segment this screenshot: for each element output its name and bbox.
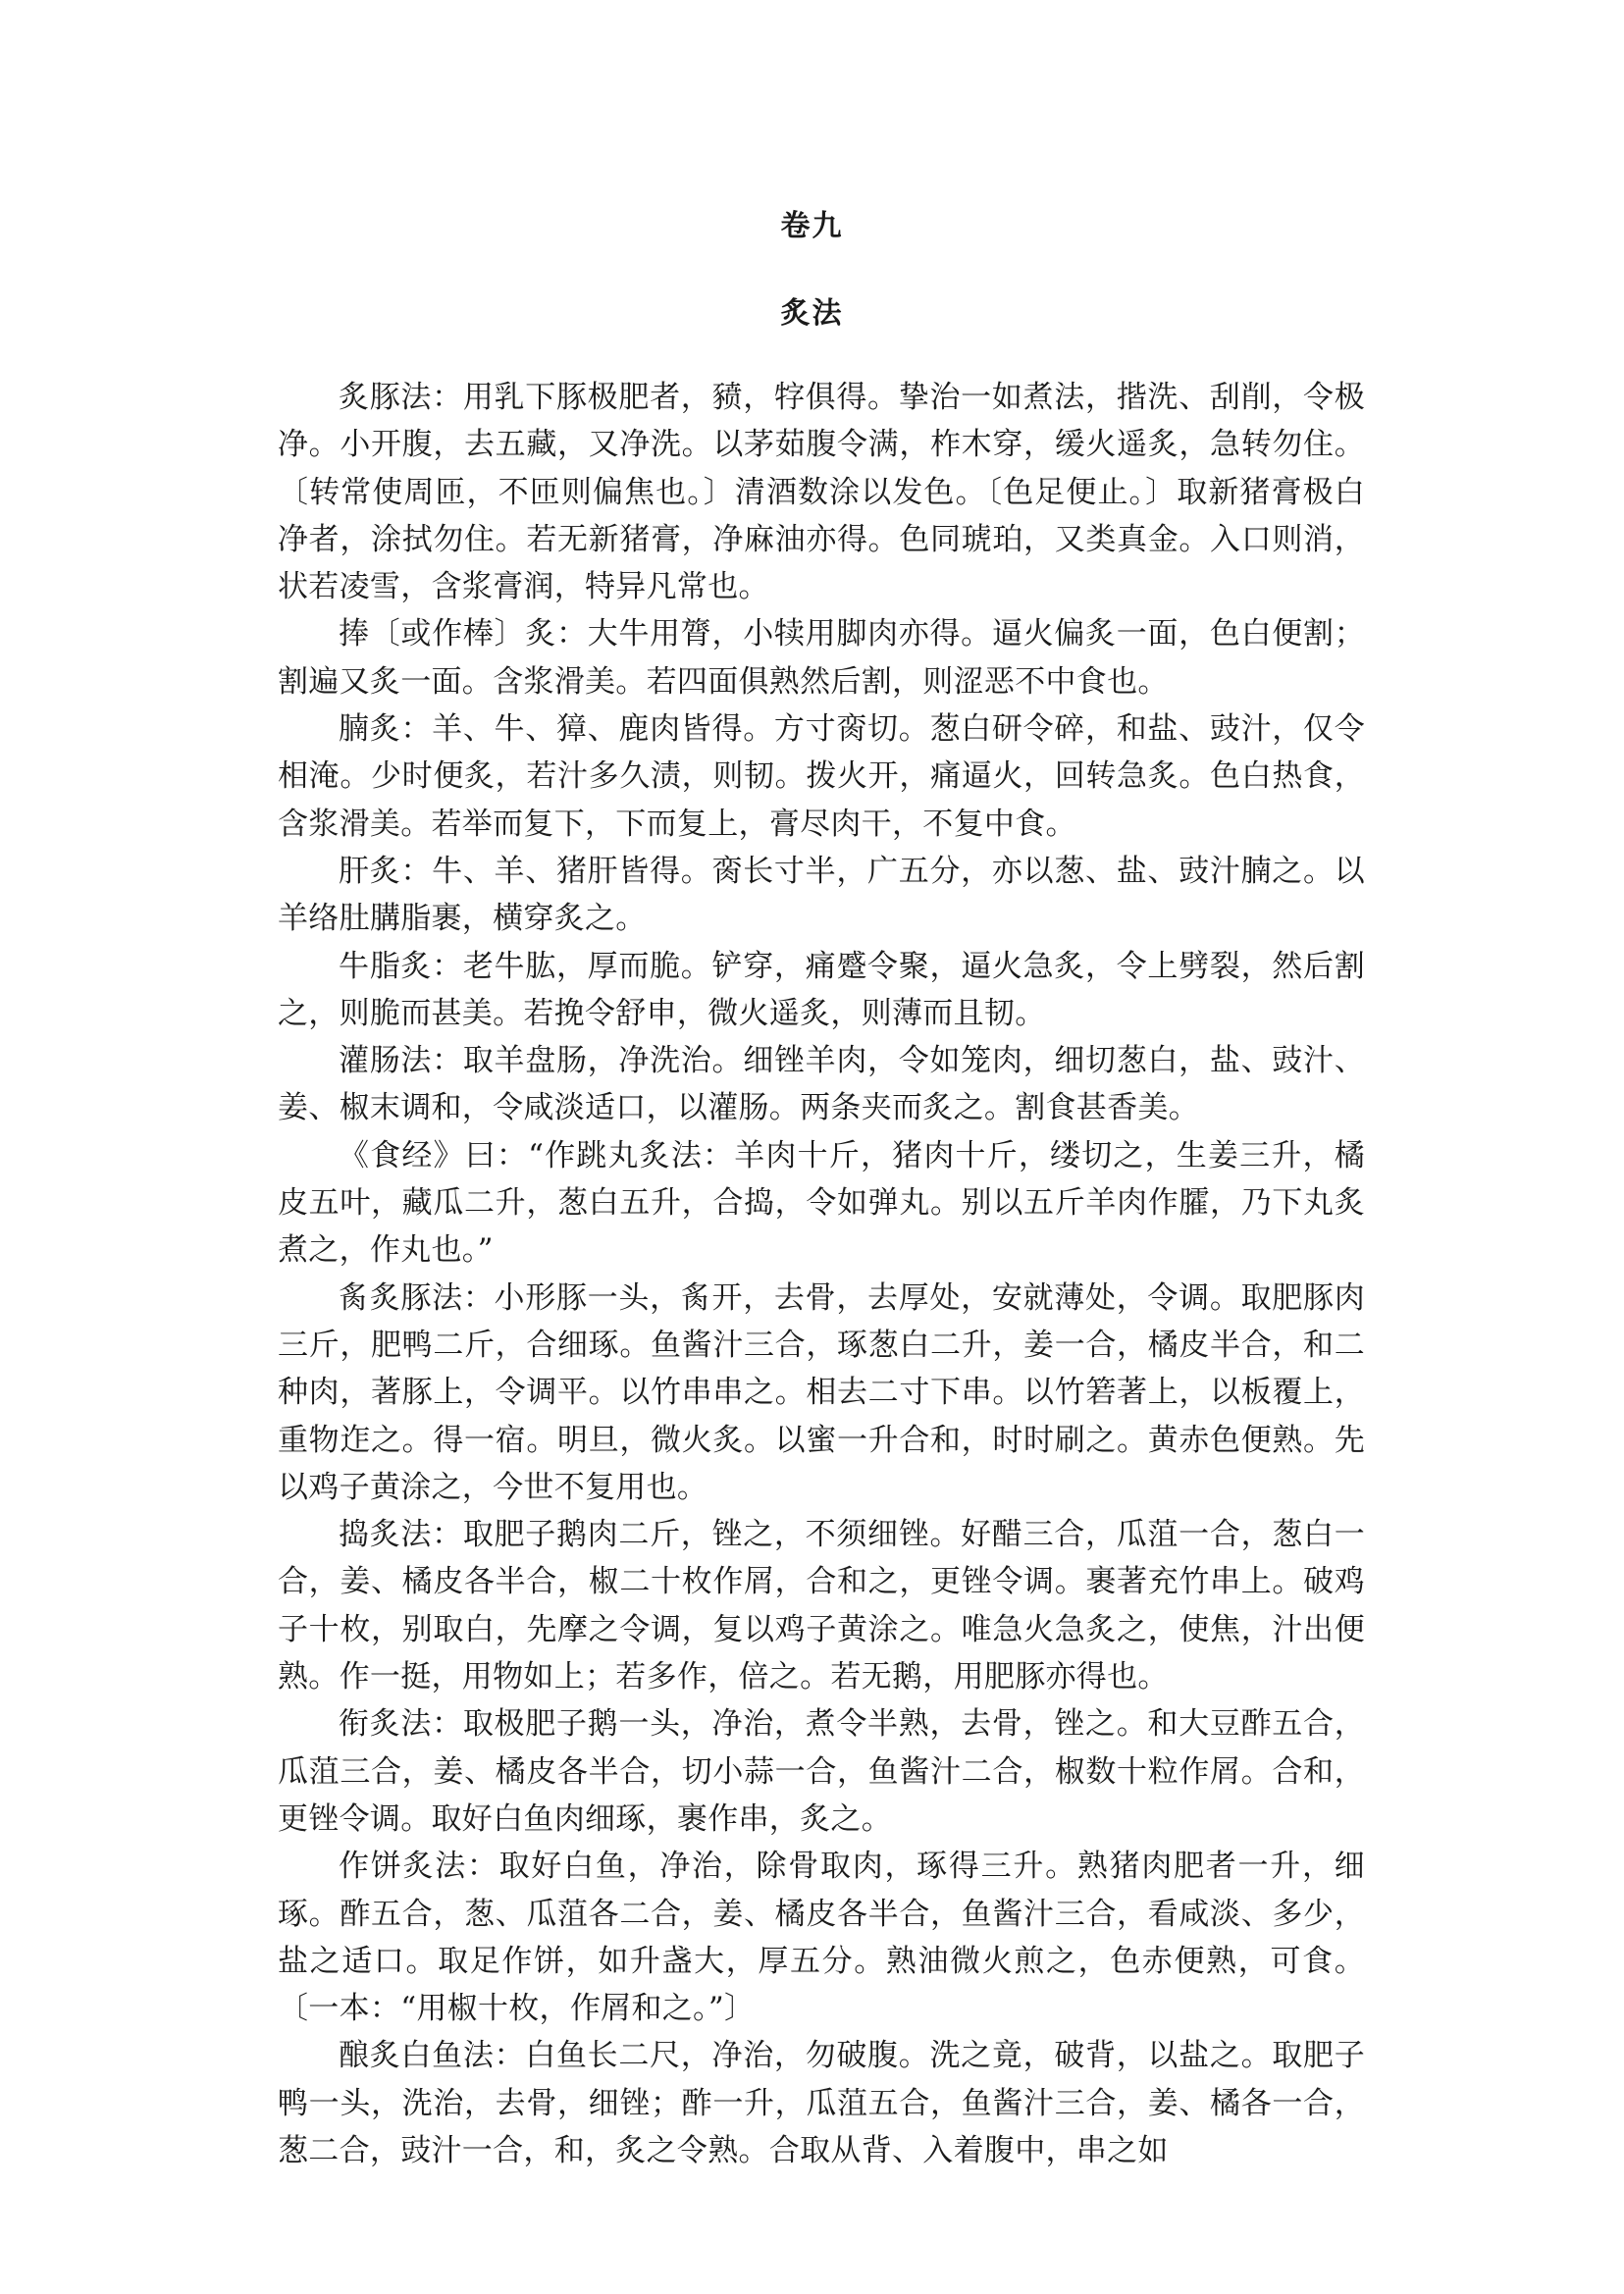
chapter-title: 卷九 (780, 209, 844, 243)
paragraph: 肝炙：牛、羊、猪肝皆得。脔长寸半，广五分，亦以葱、盐、豉汁腩之。以羊络肚䐟脂裹，横穿炙之。 (278, 853, 1365, 937)
paragraph: 䏑炙豚法：小形豚一头，䏑开，去骨，去厚处，安就薄处，令调。取肥豚肉三斤，肥鸭二斤，合细琢。鱼酱汁三合，琢葱白二升，姜一合，橘皮半合，和二种肉，著豚上，令调平。以竹串串之。相去二寸下串。以竹箬著上，以板覆上，重物迮之。得一宿。明旦，微火炙。以蜜一升合和，时时刷之。黄赤色便熟。先以鸡子黄涂之，今世不复用也。 (278, 1279, 1365, 1505)
paragraph: 《食经》曰：“作跳丸炙法：羊肉十斤，猪肉十斤，缕切之，生姜三升，橘皮五叶，藏瓜二升，葱白五升，合捣，令如弹丸。别以五斤羊肉作臛，乃下丸炙煮之，作丸也。” (278, 1137, 1365, 1269)
paragraph: 捣炙法：取肥子鹅肉二斤，锉之，不须细锉。好醋三合，瓜菹一合，葱白一合，姜、橘皮各半合，椒二十枚作屑，合和之，更锉令调。裹著充竹串上。破鸡子十枚，别取白，先摩之令调，复以鸡子黄涂之。唯急火急炙之，使焦，汁出便熟。作一挺，用物如上；若多作，倍之。若无鹅，用肥豚亦得也。 (278, 1517, 1365, 1695)
paragraph: 作饼炙法：取好白鱼，净治，除骨取肉，琢得三升。熟猪肉肥者一升，细琢。酢五合，葱、瓜菹各二合，姜、橘皮各半合，鱼酱汁三合，看咸淡、多少，盐之适口。取足作饼，如升盏大，厚五分。熟油微火煎之，色赤便熟，可食。〔一本：“用椒十枚，作屑和之。”〕 (278, 1849, 1365, 2027)
paragraph: 捧〔或作棒〕炙：大牛用膂，小犊用脚肉亦得。逼火偏炙一面，色白便割；割遍又炙一面。含浆滑美。若四面俱熟然后割，则涩恶不中食也。 (278, 616, 1365, 700)
paragraph: 牛脂炙：老牛肱，厚而脆。铲穿，痛蹙令聚，逼火急炙，令上劈裂，然后割之，则脆而甚美。若挽令舒申，微火遥炙，则薄而且韧。 (278, 948, 1365, 1031)
paragraph: 炙豚法：用乳下豚极肥者，豮，牸俱得。挚治一如煮法，揩洗、刮削，令极净。小开腹，去五藏，又净洗。以茅茹腹令满，柞木穿，缓火遥炙，急转勿住。〔转常使周匝，不匝则偏焦也。〕清酒数涂以发色。〔色足便止。〕取新猪膏极白净者，涂拭勿住。若无新猪膏，净麻油亦得。色同琥珀，又类真金。入口则消，状若凌雪，含浆膏润，特异凡常也。 (278, 380, 1365, 605)
paragraph: 腩炙：羊、牛、獐、鹿肉皆得。方寸脔切。葱白研令碎，和盐、豉汁，仅令相淹。少时便炙，若汁多久渍，则韧。拨火开，痛逼火，回转急炙。色白热食，含浆滑美。若举而复下，下而复上，膏尽肉干，不复中食。 (278, 711, 1365, 842)
paragraph: 灌肠法：取羊盘肠，净洗治。细锉羊肉，令如笼肉，细切葱白，盐、豉汁、姜、椒末调和，令咸淡适口，以灌肠。两条夹而炙之。割食甚香美。 (278, 1043, 1365, 1126)
section-title: 炙法 (780, 296, 844, 331)
paragraph: 衔炙法：取极肥子鹅一头，净治，煮令半熟，去骨，锉之。和大豆酢五合，瓜菹三合，姜、橘皮各半合，切小蒜一合，鱼酱汁二合，椒数十粒作屑。合和，更锉令调。取好白鱼肉细琢，裹作串，炙之。 (278, 1706, 1365, 1837)
paragraph: 酿炙白鱼法：白鱼长二尺，净治，勿破腹。洗之竟，破背，以盐之。取肥子鸭一头，洗治，去骨，细锉；酢一升，瓜菹五合，鱼酱汁三合，姜、橘各一合，葱二合，豉汁一合，和，炙之令熟。合取从背、入着腹中，串之如 (278, 2038, 1365, 2168)
body-text (278, 374, 1365, 2174)
